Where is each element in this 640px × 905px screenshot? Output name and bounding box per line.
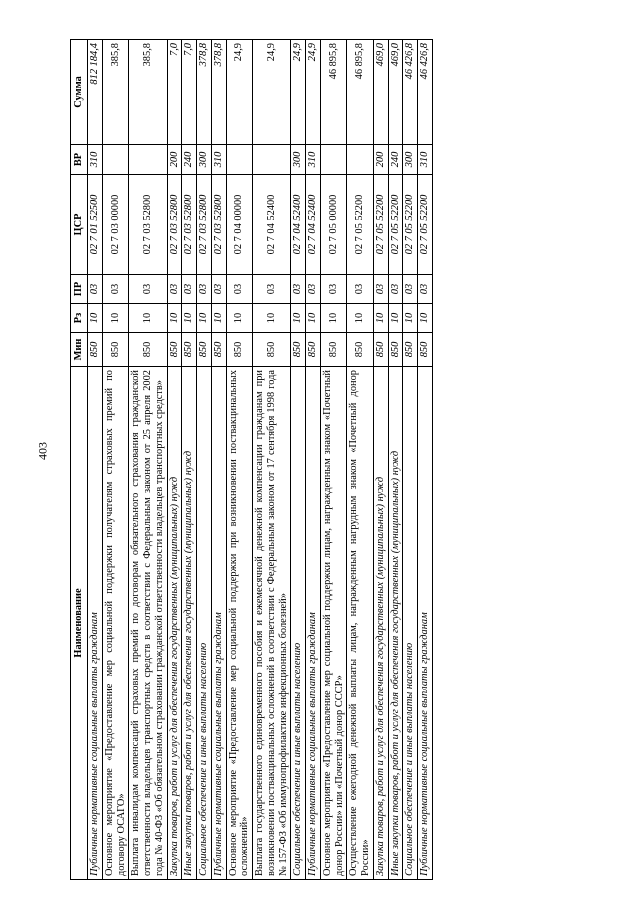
cell-rz: 10 (306, 304, 321, 333)
cell-sum: 24,9 (253, 40, 291, 145)
cell-sum: 46 895,8 (347, 40, 374, 145)
cell-pr: 03 (182, 275, 197, 304)
cell-sum: 46 426,8 (418, 40, 433, 145)
table-row (182, 40, 197, 880)
table-header-row (71, 40, 88, 880)
cell-rz: 10 (167, 304, 182, 333)
table-row (88, 40, 103, 880)
cell-name: Осуществление ежегодной денежной выплаты лицам, награжденным нагрудным знаком «Почетный донор России» (347, 367, 374, 880)
cell-vr (320, 145, 347, 175)
table-row (167, 40, 182, 880)
cell-sum: 46 895,8 (320, 40, 347, 145)
cell-name: Иные закупки товаров, работ и услуг для обеспечения государственных (муниципальных) нужд (182, 367, 197, 880)
cell-pr: 03 (418, 275, 433, 304)
cell-vr: 310 (418, 145, 433, 175)
cell-sum: 469,0 (373, 40, 388, 145)
cell-name: Публичные нормативные социальные выплаты гражданам (211, 367, 226, 880)
table-row (418, 40, 433, 880)
cell-rz: 10 (418, 304, 433, 333)
cell-csr: 02 7 04 52400 (253, 175, 291, 275)
cell-vr: 310 (211, 145, 226, 175)
cell-rz: 10 (373, 304, 388, 333)
cell-min: 850 (253, 333, 291, 367)
table-row (197, 40, 212, 880)
cell-pr: 03 (306, 275, 321, 304)
cell-min: 850 (388, 333, 403, 367)
cell-name: Публичные нормативные социальные выплаты гражданам (418, 367, 433, 880)
cell-rz: 10 (253, 304, 291, 333)
table-row (226, 40, 253, 880)
cell-min: 850 (102, 333, 129, 367)
cell-pr: 03 (211, 275, 226, 304)
cell-name: Публичные нормативные социальные выплаты гражданам (306, 367, 321, 880)
cell-pr: 03 (226, 275, 253, 304)
cell-name: Основное мероприятие «Предоставление мер социальной поддержки лицам, награжденным знаком «Почетный донор России» или «Почетный донор СССР» (320, 367, 347, 880)
cell-min: 850 (306, 333, 321, 367)
table-row (253, 40, 291, 880)
cell-csr: 02 7 03 00000 (102, 175, 129, 275)
cell-name: Основное мероприятие «Предоставление мер социальной поддержки получателям страховых премий по договору ОСАГО» (102, 367, 129, 880)
cell-name: Социальное обеспечение и иные выплаты населению (197, 367, 212, 880)
cell-csr: 02 7 03 52800 (182, 175, 197, 275)
cell-min: 850 (347, 333, 374, 367)
cell-rz: 10 (88, 304, 103, 333)
cell-vr: 240 (182, 145, 197, 175)
page-number: 403 (35, 442, 50, 460)
cell-vr: 200 (373, 145, 388, 175)
table-row (347, 40, 374, 880)
header-vr: ВР (71, 145, 88, 175)
cell-vr: 300 (291, 145, 306, 175)
cell-vr (253, 145, 291, 175)
cell-csr: 02 7 03 52800 (129, 175, 167, 275)
cell-sum: 385,8 (129, 40, 167, 145)
cell-sum: 7,0 (182, 40, 197, 145)
cell-vr (226, 145, 253, 175)
cell-min: 850 (88, 333, 103, 367)
cell-min: 850 (182, 333, 197, 367)
cell-csr: 02 7 05 52200 (347, 175, 374, 275)
table-row (291, 40, 306, 880)
cell-pr: 03 (167, 275, 182, 304)
cell-sum: 812 184,4 (88, 40, 103, 145)
cell-rz: 10 (182, 304, 197, 333)
cell-name: Социальное обеспечение и иные выплаты населению (291, 367, 306, 880)
cell-name: Основное мероприятие «Предоставление мер социальной поддержки при возникновении поствакцинальных осложнений» (226, 367, 253, 880)
cell-name: Публичные нормативные социальные выплаты гражданам (88, 367, 103, 880)
header-pr: ПР (71, 275, 88, 304)
cell-vr: 300 (197, 145, 212, 175)
cell-pr: 03 (291, 275, 306, 304)
cell-min: 850 (291, 333, 306, 367)
cell-sum: 24,9 (226, 40, 253, 145)
cell-name: Выплата государственного единовременного пособия и ежемесячной денежной компенсации гражданам при возникновении поствакцинальных осложнений в соответствии с Федеральным законом от 17 сентября 1998 года № 157-ФЗ «Об иммунопрофилактике инфекционных болезней» (253, 367, 291, 880)
table-row (129, 40, 167, 880)
cell-min: 850 (320, 333, 347, 367)
cell-csr: 02 7 05 00000 (320, 175, 347, 275)
cell-rz: 10 (226, 304, 253, 333)
cell-sum: 378,8 (197, 40, 212, 145)
cell-pr: 03 (373, 275, 388, 304)
cell-rz: 10 (211, 304, 226, 333)
cell-csr: 02 7 03 52800 (197, 175, 212, 275)
cell-rz: 10 (347, 304, 374, 333)
cell-csr: 02 7 05 52200 (373, 175, 388, 275)
cell-csr: 02 7 05 52200 (418, 175, 433, 275)
cell-min: 850 (197, 333, 212, 367)
cell-pr: 03 (253, 275, 291, 304)
table-body (88, 40, 433, 880)
cell-vr (347, 145, 374, 175)
cell-pr: 03 (102, 275, 129, 304)
budget-table (70, 39, 433, 880)
cell-rz: 10 (388, 304, 403, 333)
cell-pr: 03 (129, 275, 167, 304)
table-row (306, 40, 321, 880)
header-sum: Сумма (71, 40, 88, 145)
cell-vr: 310 (88, 145, 103, 175)
table-row (373, 40, 388, 880)
cell-min: 850 (211, 333, 226, 367)
cell-sum: 469,0 (388, 40, 403, 145)
table-row (102, 40, 129, 880)
header-name: Наименование (71, 367, 88, 880)
cell-sum: 46 426,8 (403, 40, 418, 145)
cell-pr: 03 (320, 275, 347, 304)
cell-name: Иные закупки товаров, работ и услуг для обеспечения государственных (муниципальных) нужд (388, 367, 403, 880)
cell-csr: 02 7 05 52200 (388, 175, 403, 275)
cell-vr: 200 (167, 145, 182, 175)
table-row (211, 40, 226, 880)
table-row (320, 40, 347, 880)
cell-csr: 02 7 04 52400 (291, 175, 306, 275)
cell-vr: 240 (388, 145, 403, 175)
cell-name: Социальное обеспечение и иные выплаты населению (403, 367, 418, 880)
cell-name: Выплата инвалидам компенсаций страховых премий по договорам обязательного страхования гражданской ответственности владельцев транспортных средств в соответствии с Федеральным законом от 25 апреля 2002 года № 40-ФЗ «Об обязательном страховании гражданской ответственности владельцев транспортных средств» (129, 367, 167, 880)
cell-csr: 02 7 01 52500 (88, 175, 103, 275)
cell-min: 850 (418, 333, 433, 367)
cell-pr: 03 (347, 275, 374, 304)
cell-vr (129, 145, 167, 175)
cell-rz: 10 (102, 304, 129, 333)
cell-pr: 03 (403, 275, 418, 304)
cell-sum: 385,8 (102, 40, 129, 145)
cell-min: 850 (373, 333, 388, 367)
cell-rz: 10 (197, 304, 212, 333)
cell-csr: 02 7 05 52200 (403, 175, 418, 275)
header-rz: Рз (71, 304, 88, 333)
cell-rz: 10 (403, 304, 418, 333)
cell-min: 850 (403, 333, 418, 367)
table-row (388, 40, 403, 880)
cell-name: Закупка товаров, работ и услуг для обеспечения государственных (муниципальных) нужд (373, 367, 388, 880)
cell-csr: 02 7 03 52800 (167, 175, 182, 275)
cell-sum: 24,9 (291, 40, 306, 145)
cell-vr: 310 (306, 145, 321, 175)
cell-pr: 03 (197, 275, 212, 304)
cell-vr (102, 145, 129, 175)
cell-sum: 7,0 (167, 40, 182, 145)
cell-csr: 02 7 03 52800 (211, 175, 226, 275)
cell-rz: 10 (129, 304, 167, 333)
cell-min: 850 (226, 333, 253, 367)
cell-name: Закупка товаров, работ и услуг для обеспечения государственных (муниципальных) нужд (167, 367, 182, 880)
cell-min: 850 (129, 333, 167, 367)
cell-pr: 03 (388, 275, 403, 304)
cell-min: 850 (167, 333, 182, 367)
cell-rz: 10 (320, 304, 347, 333)
header-min: Мин (71, 333, 88, 367)
cell-csr: 02 7 04 52400 (306, 175, 321, 275)
cell-sum: 24,9 (306, 40, 321, 145)
budget-table-rotated (70, 40, 590, 880)
cell-rz: 10 (291, 304, 306, 333)
cell-csr: 02 7 04 00000 (226, 175, 253, 275)
cell-sum: 378,8 (211, 40, 226, 145)
cell-vr: 300 (403, 145, 418, 175)
cell-pr: 03 (88, 275, 103, 304)
header-csr: ЦСР (71, 175, 88, 275)
table-row (403, 40, 418, 880)
